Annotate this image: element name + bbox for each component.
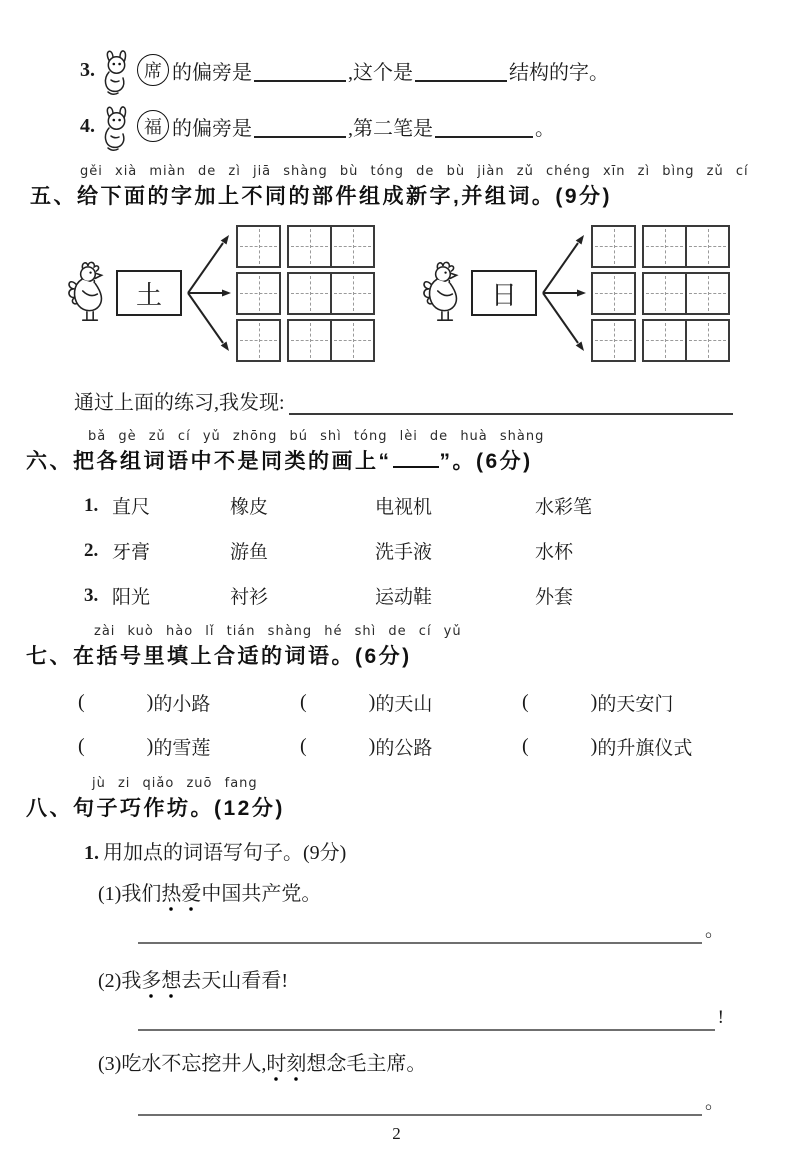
word[interactable]: 直尺 (112, 497, 151, 518)
tianzige-cell[interactable] (685, 272, 730, 315)
rooster-icon (421, 259, 467, 327)
answer-blank[interactable] (254, 58, 346, 82)
word[interactable]: 水彩笔 (535, 497, 593, 518)
diagram-group-ri (421, 220, 730, 366)
word[interactable]: 阳光 (112, 587, 151, 608)
word[interactable]: 洗手液 (375, 542, 433, 563)
question-text: 。 (535, 117, 555, 140)
word[interactable]: 水杯 (535, 542, 574, 563)
tianzige-cell[interactable] (287, 272, 332, 315)
tianzige-cell[interactable] (642, 272, 687, 315)
circled-character: 席 (137, 54, 169, 86)
tianzige-cell[interactable] (330, 319, 375, 362)
word-row: 1. 直尺 橡皮 电视机 水彩笔 (84, 483, 793, 528)
answer-line[interactable] (138, 914, 702, 944)
reflection-row (74, 386, 733, 415)
tianzige-cell[interactable] (236, 225, 281, 268)
sentence-3: (3)吃水不忘挖井人,时刻想念毛主席。 (98, 1047, 793, 1076)
section-8-title: 八、句子巧作坊。(12分) (26, 797, 285, 820)
word[interactable]: 牙膏 (112, 542, 151, 563)
pinyin-section-6: bǎ gè zǔ cí yǔ zhōng bú shì tóng lèi de huà shàng (88, 429, 545, 444)
tianzige-cell[interactable] (642, 225, 687, 268)
question-text: ,这个是 (348, 61, 413, 84)
arrows-graphic (184, 220, 234, 366)
emphasized-word: 多想 (141, 970, 181, 999)
tianzige-cell[interactable] (236, 272, 281, 315)
diagram-group-tu (66, 220, 375, 366)
word[interactable]: 橡皮 (230, 497, 269, 518)
word[interactable]: 运动鞋 (375, 587, 433, 608)
word-row: 2. 牙膏 游鱼 洗手液 水杯 (84, 528, 793, 573)
question-text: 的偏旁是 (172, 117, 252, 140)
question-4 (80, 102, 793, 150)
section-7-title: 七、在括号里填上合适的词语。(6分) (26, 645, 412, 668)
question-number: 4. (80, 114, 95, 137)
pinyin-section-7: zài kuò hào lǐ tián shàng hé shì de cí yǔ (94, 624, 462, 639)
section-6-title: 六、把各组词语中不是同类的画上“ ”。(6分) (26, 450, 533, 473)
pinyin-section-8: jù zi qiǎo zuō fang (92, 776, 258, 791)
question-text: 的偏旁是 (172, 61, 252, 84)
arrows-graphic (539, 220, 589, 366)
page-number: 2 (392, 1124, 401, 1143)
worksheet-page (0, 46, 793, 1168)
fill-item: ( ) 的小路 (78, 690, 211, 715)
reflection-label: 通过上面的练习,我发现: (74, 392, 285, 414)
fill-item: ( ) 的升旗仪式 (522, 734, 693, 759)
tianzige-cell[interactable] (591, 225, 636, 268)
answer-blank[interactable] (435, 114, 533, 138)
rabbit-icon (99, 102, 135, 154)
sentence-1: (1)我们热爱中国共产党。 (98, 877, 793, 906)
section-7-fill-blanks (0, 680, 793, 768)
fill-item: ( ) 的公路 (300, 734, 433, 759)
pinyin-section-5: gěi xià miàn de zì jiā shàng bù tóng de bù jiàn zǔ chéng xīn zì bìng zǔ cí (80, 164, 749, 179)
tianzige-cell[interactable] (591, 319, 636, 362)
fill-item: ( ) 的雪莲 (78, 734, 211, 759)
tianzige-grid (591, 225, 730, 362)
inline-blank (393, 450, 439, 468)
section-8-subtitle: 1. 用加点的词语写句子。(9分) (84, 842, 347, 864)
character-building-diagram (66, 220, 793, 366)
answer-blank[interactable] (254, 114, 346, 138)
tianzige-cell[interactable] (330, 225, 375, 268)
fill-item: ( ) 的天山 (300, 690, 433, 715)
section-5-title: 五、给下面的字加上不同的部件组成新字,并组词。(9分) (30, 185, 612, 208)
tianzige-cell[interactable] (591, 272, 636, 315)
emphasized-word: 时刻 (266, 1053, 306, 1082)
word[interactable]: 电视机 (375, 497, 433, 518)
tianzige-cell[interactable] (287, 319, 332, 362)
emphasized-word: 热爱 (161, 883, 201, 912)
answer-row: 。 (138, 1086, 724, 1116)
rabbit-icon (99, 46, 135, 98)
tianzige-grid (236, 225, 375, 362)
answer-line[interactable] (289, 389, 733, 415)
rooster-icon (66, 259, 112, 327)
tianzige-cell[interactable] (236, 319, 281, 362)
tianzige-cell[interactable] (642, 319, 687, 362)
base-character-box: 土 (116, 270, 182, 316)
section-6-word-list (0, 483, 793, 618)
answer-row: ! (138, 1001, 724, 1031)
sentence-2: (2)我多想去天山看看! (98, 964, 793, 993)
answer-row: 。 (138, 914, 724, 944)
circled-character: 福 (137, 110, 169, 142)
tianzige-cell[interactable] (330, 272, 375, 315)
question-text: 结构的字。 (509, 61, 609, 84)
fill-row (78, 680, 793, 724)
tianzige-cell[interactable] (685, 225, 730, 268)
base-character-box: 日 (471, 270, 537, 316)
answer-line[interactable] (138, 1001, 715, 1031)
answer-line[interactable] (138, 1086, 702, 1116)
question-3 (80, 46, 793, 94)
question-number: 3. (80, 58, 95, 81)
answer-blank[interactable] (415, 58, 507, 82)
word[interactable]: 游鱼 (230, 542, 269, 563)
word[interactable]: 衬衫 (230, 587, 269, 608)
fill-row (78, 724, 793, 768)
fill-item: ( ) 的天安门 (522, 690, 674, 715)
word-row: 3. 阳光 衬衫 运动鞋 外套 (84, 573, 793, 618)
tianzige-cell[interactable] (685, 319, 730, 362)
question-text: ,第二笔是 (348, 117, 433, 140)
tianzige-cell[interactable] (287, 225, 332, 268)
word[interactable]: 外套 (535, 587, 574, 608)
